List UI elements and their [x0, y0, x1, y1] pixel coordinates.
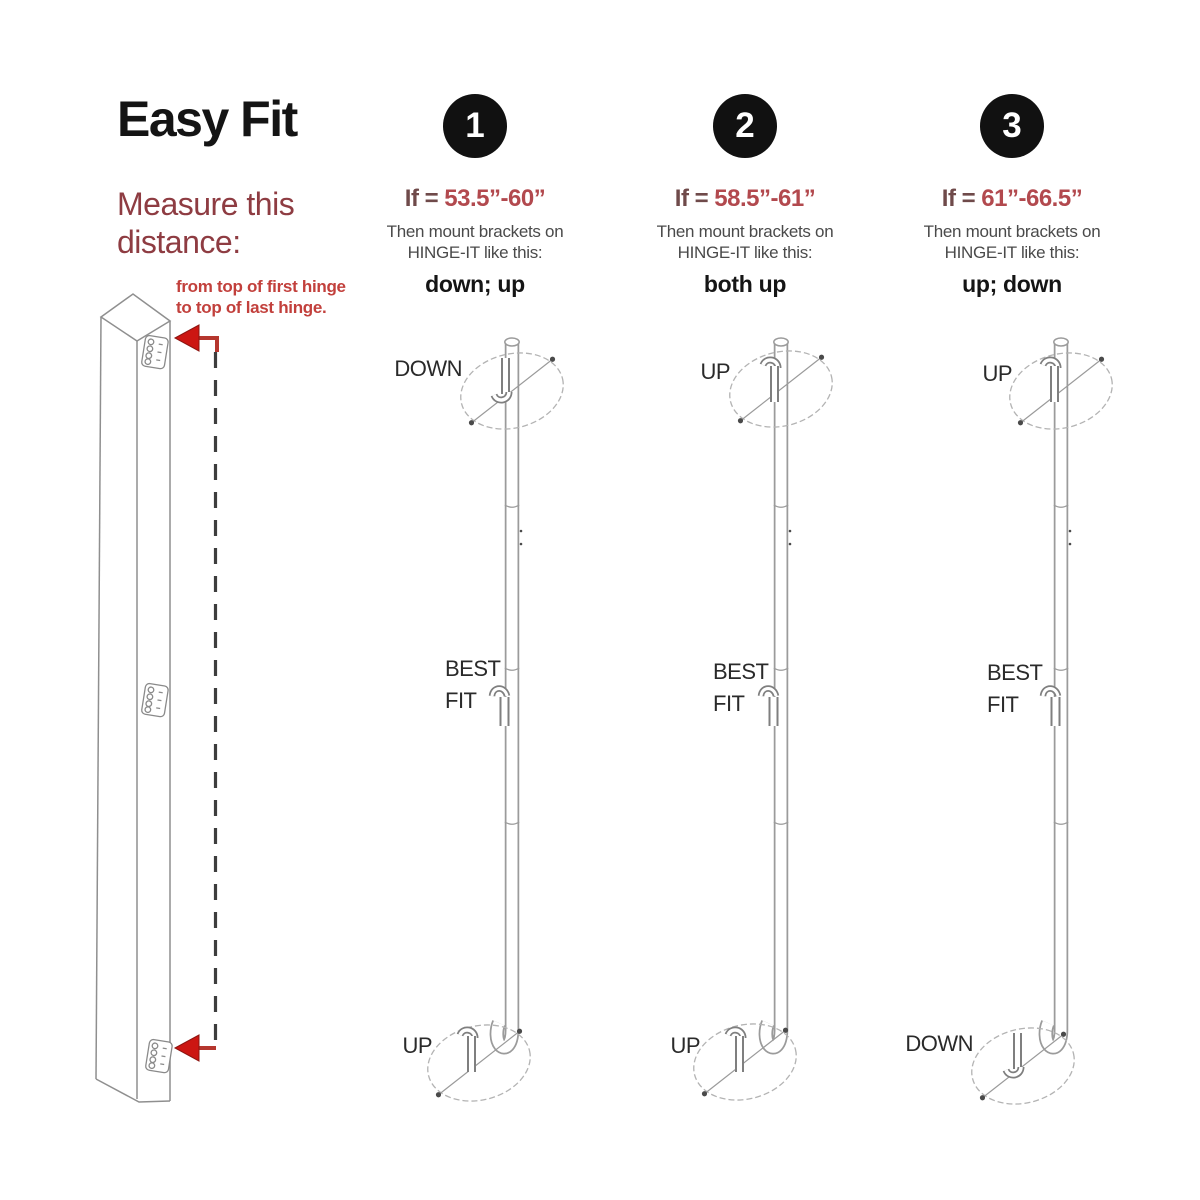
- step-2-number: 2: [735, 106, 755, 145]
- bottom-detail-oval: [420, 1015, 539, 1112]
- option-1-instruction: Then mount brackets on HINGE-IT like this:: [386, 222, 564, 262]
- option-1-top-label: DOWN: [394, 356, 462, 381]
- measure-note-line-1: from top of first hinge: [176, 277, 346, 296]
- step-1-badge: [443, 94, 507, 158]
- rod-diagram-option-1: [420, 338, 572, 1111]
- bracket-up-icon: [728, 1030, 743, 1072]
- bottom-detail-oval: [964, 1018, 1083, 1115]
- option-1-bottom-label: UP: [402, 1033, 432, 1058]
- bracket-up-icon: [763, 360, 778, 402]
- option-2-bottom-label: UP: [670, 1033, 700, 1058]
- page-title: Easy Fit: [117, 91, 297, 147]
- measure-note-line-2: to top of last hinge.: [176, 298, 327, 317]
- top-red-arrow-icon: [175, 325, 217, 352]
- bracket-up-icon: [1043, 360, 1058, 402]
- bracket-up-icon: [460, 1030, 475, 1072]
- step-2-badge: [713, 94, 777, 158]
- step-3-badge: [980, 94, 1044, 158]
- rod-diagram-option-2: [686, 338, 841, 1110]
- top-hinge-icon: [141, 335, 169, 369]
- option-3-best-fit-label: BEST FIT: [987, 660, 1043, 717]
- bracket-down-icon: [1006, 1033, 1021, 1075]
- option-3-instruction: Then mount brackets on HINGE-IT like this:: [923, 222, 1101, 262]
- bottom-red-arrow-icon: [175, 1035, 216, 1061]
- door-edge-illustration: [96, 294, 173, 1102]
- option-1-header: [325, 94, 625, 298]
- option-2-range-line: If = 58.5”-61”: [674, 185, 816, 212]
- option-3-top-label: UP: [982, 361, 1012, 386]
- rod-diagram-option-3: [964, 338, 1121, 1114]
- best-fit-bracket-icon: [1043, 689, 1058, 727]
- option-2-best-fit-label: BEST FIT: [713, 659, 769, 716]
- option-2-top-label: UP: [700, 359, 730, 384]
- step-3-number: 3: [1002, 106, 1022, 145]
- option-1-mode: down; up: [425, 271, 525, 297]
- option-1-range-line: If = 53.5”-60”: [404, 185, 546, 212]
- measurement-markers: [175, 325, 217, 1061]
- option-3-mode: up; down: [962, 271, 1062, 297]
- bracket-down-icon: [494, 358, 509, 400]
- step-1-number: 1: [465, 106, 485, 145]
- option-2-header: [595, 94, 895, 298]
- option-3-range-line: If = 61”-66.5”: [941, 185, 1083, 212]
- option-3-header: [862, 94, 1162, 298]
- option-2-instruction: Then mount brackets on HINGE-IT like this:: [656, 222, 834, 262]
- option-2-mode: both up: [703, 271, 787, 297]
- middle-hinge-icon: [141, 683, 169, 717]
- option-3-bottom-label: DOWN: [905, 1031, 973, 1056]
- option-1-best-fit-label: BEST FIT: [445, 656, 501, 713]
- bottom-detail-oval: [686, 1014, 805, 1111]
- bottom-hinge-icon: [145, 1039, 173, 1073]
- measure-heading: Measure this distance:: [117, 186, 295, 260]
